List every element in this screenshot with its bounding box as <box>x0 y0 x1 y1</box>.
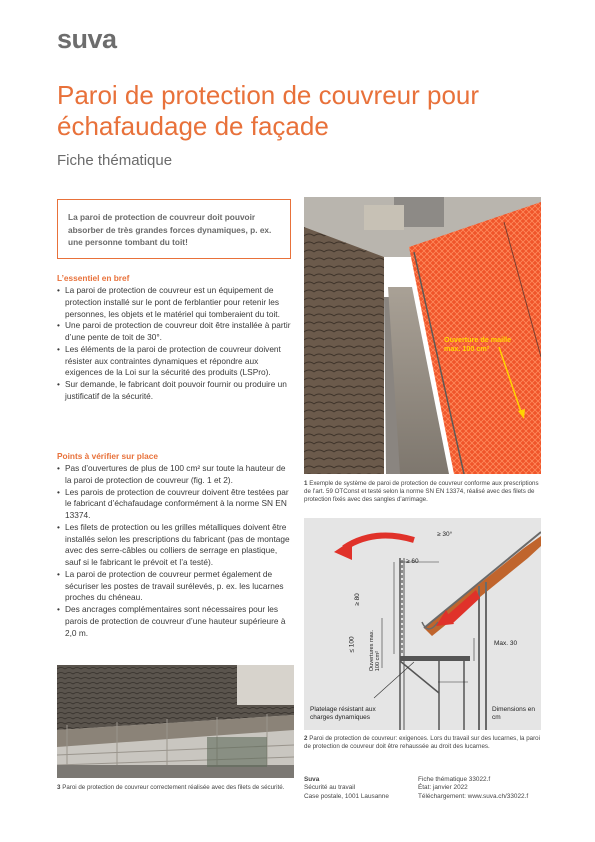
caption-text: Exemple de système de paroi de protection de couvreur conforme aux prescriptions de l’art. 59 OTConst et testé selon la norme SN EN 13374, réalisé avec des filets de protection fixés avec des sangles d’arrimage. <box>304 480 539 503</box>
mesh-opening-label: Ouverture de maille max. 100 cm² <box>444 335 512 353</box>
suva-logo: suva <box>57 24 117 54</box>
figure-2-diagram <box>304 518 541 730</box>
key-message-box <box>57 199 291 259</box>
footer-org <box>304 776 414 801</box>
height-80-label: ≥ 80 <box>353 593 361 606</box>
height-100-label: ≤ 100 <box>348 636 356 653</box>
dimensions-label: Dimensions en cm <box>492 706 535 721</box>
essentials-heading: L’essentiel en bref <box>57 273 130 283</box>
footer-download-link[interactable]: Téléchargement: www.suva.ch/33022.f <box>418 792 529 800</box>
figure-1-photo <box>304 197 541 474</box>
essentials-section <box>57 273 293 403</box>
list-item: • Une paroi de protection de couvreur doit être installée à partir d’une pente de toit de 30°. <box>57 320 293 344</box>
figure-1-caption <box>304 480 542 504</box>
essentials-list <box>57 285 293 403</box>
platform-label: Platelage résistant aux charges dynamiques <box>310 706 376 721</box>
footer-doc-number: Fiche thématique 33022.f <box>418 776 491 783</box>
figure-3-caption <box>57 784 295 792</box>
top-height-label: ≥ 60 <box>406 558 419 565</box>
list-item: • Les éléments de la paroi de protection de couvreur doivent résister aux contraintes dynamiques et répondre aux exigences de la Loi sur la sécurité des produits (LSPro). <box>57 344 293 379</box>
figure-3-photo <box>57 665 294 778</box>
figure-number: 1 <box>304 480 308 487</box>
list-item: • La paroi de protection de couvreur est un équipement de protection installé sur le pont de ferblantier pour retenir les personnes, les objets et le matériel qui tomberaient du toit. <box>57 285 293 320</box>
caption-text: Paroi de protection de couvreur correctement réalisée avec des filets de sécurité. <box>62 784 285 791</box>
footer-org-name: Suva <box>304 776 320 783</box>
key-message-text: La paroi de protection de couvreur doit pouvoir absorber de très grandes forces dynamiques, p. ex. une personne tombant du toit! <box>68 212 272 247</box>
list-item: • Pas d’ouvertures de plus de 100 cm² sur toute la hauteur de la paroi de protection de couvreur (fig. 1 et 2). <box>57 463 293 487</box>
list-item: • Sur demande, le fabricant doit pouvoir fournir ou produire un justificatif de la sécurité. <box>57 379 293 403</box>
figure-2-caption <box>304 735 542 751</box>
list-item: • La paroi de protection de couvreur permet également de sécuriser les postes de travail surélevés, p. ex. les lucarnes proches du chéneau. <box>57 569 293 604</box>
page-title: Paroi de protection de couvreur pour échafaudage de façade <box>57 80 480 141</box>
checkpoints-heading: Points à vérifier sur place <box>57 451 158 461</box>
page-subtitle: Fiche thématique <box>57 152 173 169</box>
list-item: • Des ancrages complémentaires sont nécessaires pour les parois de protection de couvreur d’une hauteur supérieure à 2,0 m. <box>57 604 293 639</box>
angle-label: ≥ 30° <box>437 531 453 538</box>
checkpoints-list <box>57 463 293 639</box>
opening-label: Ouvertures max. 100 cm² <box>368 629 381 672</box>
caption-text: Paroi de protection de couvreur: exigences. Lors du travail sur des lucarnes, la paroi de protection de couvreur doit être rehaussée au droit des lucarnes. <box>304 735 540 750</box>
list-item: • Les filets de protection ou les grilles métalliques doivent être installés selon les prescriptions du fabricant (pas de montage avec des serre-câbles ou colliers de serrage en plastique, sauf si le fabricant le prévoit et l’a testé). <box>57 522 293 569</box>
requirements-diagram <box>304 518 541 730</box>
footer-org-address: Case postale, 1001 Lausanne <box>304 792 389 800</box>
figure-number: 2 <box>304 735 308 742</box>
footer-org-dept: Sécurité au travail <box>304 784 356 792</box>
list-item: • Les parois de protection de couvreur doivent être testées par le fabricant d’échafaudage conformément à la norme SN EN 13374. <box>57 487 293 522</box>
scaffold-roof-photo-illustration <box>57 665 294 778</box>
figure-number: 3 <box>57 784 61 791</box>
footer-doc <box>418 776 543 801</box>
footer-doc-date: État: janvier 2022 <box>418 784 468 792</box>
max-30-label: Max. 30 <box>494 640 518 647</box>
checkpoints-section <box>57 451 293 639</box>
